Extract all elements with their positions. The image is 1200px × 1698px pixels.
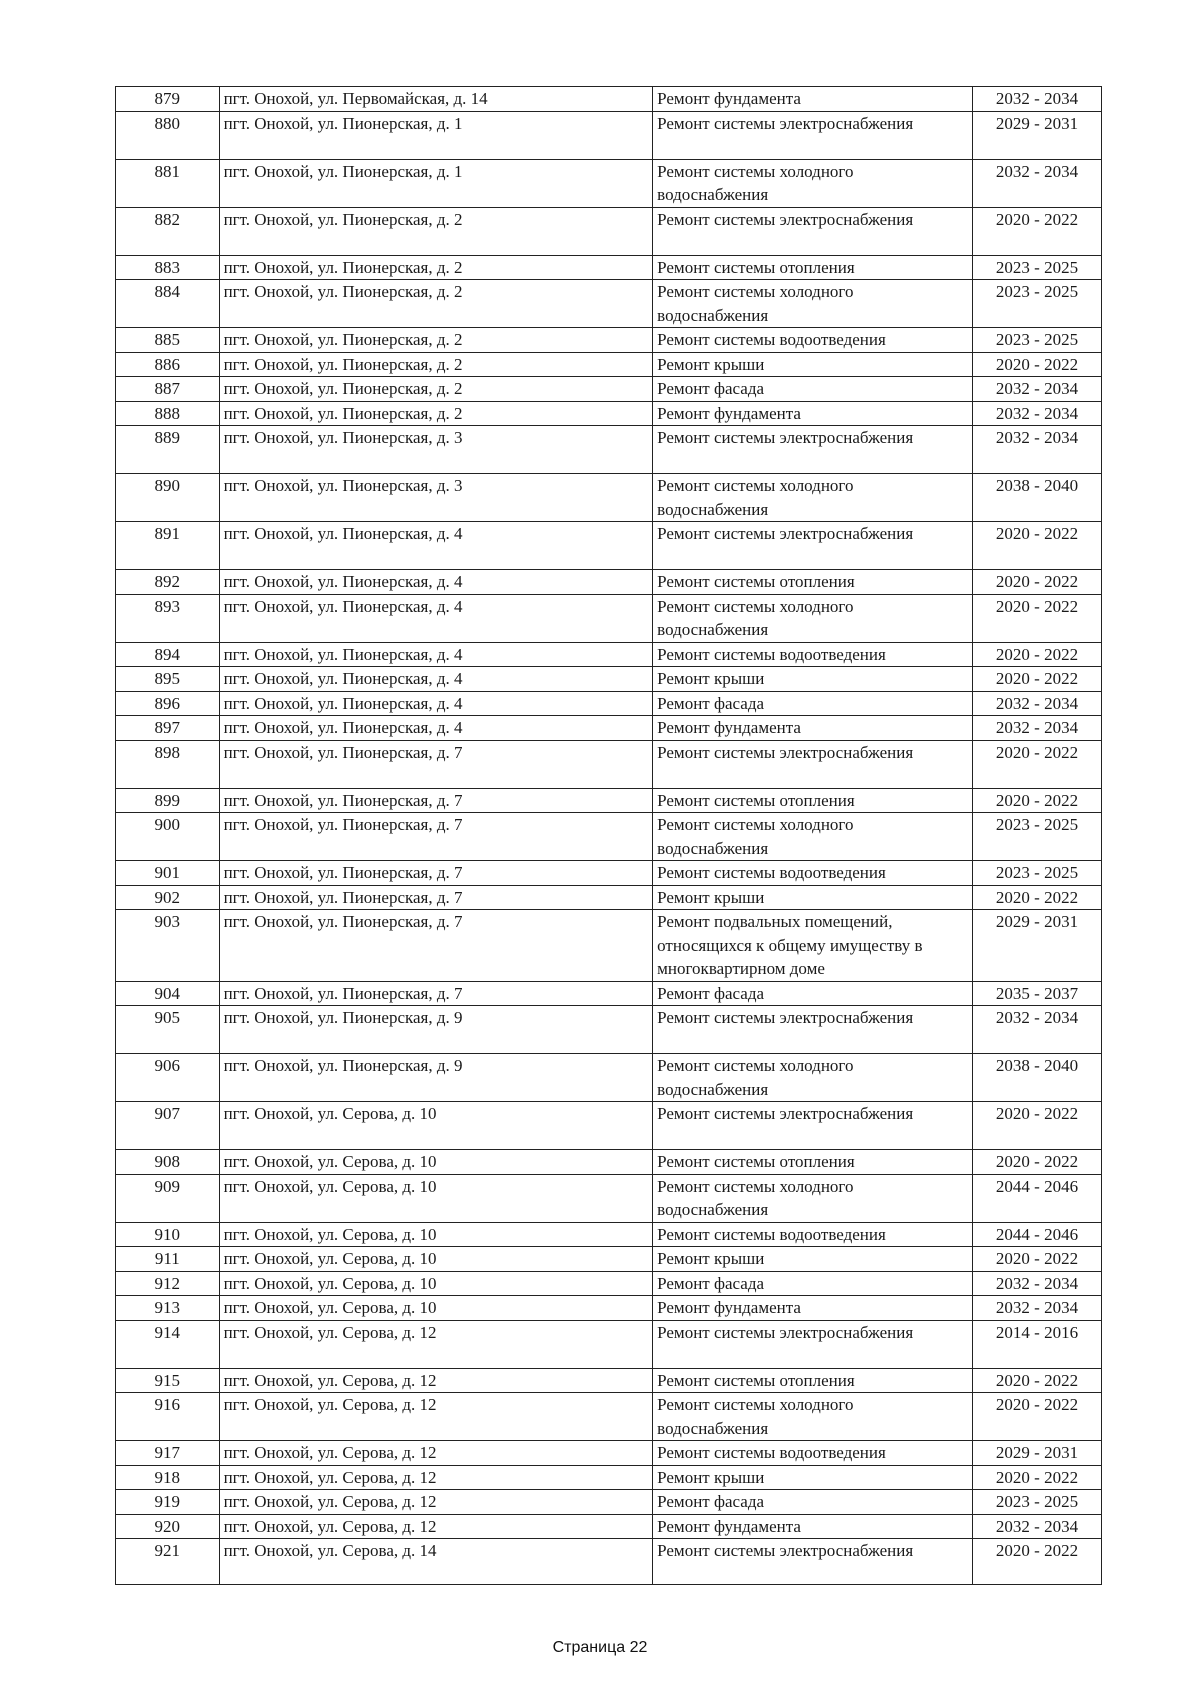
work-type-cell: Ремонт крыши [653, 1465, 973, 1490]
period-cell: 2032 - 2034 [973, 401, 1102, 426]
address-cell: пгт. Онохой, ул. Пионерская, д. 2 [219, 280, 653, 328]
work-type-cell: Ремонт системы отопления [653, 1368, 973, 1393]
address-cell: пгт. Онохой, ул. Серова, д. 12 [219, 1368, 653, 1393]
address-cell: пгт. Онохой, ул. Пионерская, д. 7 [219, 981, 653, 1006]
period-cell: 2023 - 2025 [973, 280, 1102, 328]
work-type-cell: Ремонт крыши [653, 885, 973, 910]
table-row [116, 1539, 1102, 1585]
table-row [116, 474, 1102, 522]
address-cell: пгт. Онохой, ул. Серова, д. 10 [219, 1296, 653, 1321]
row-number-cell: 898 [116, 740, 220, 788]
period-cell: 2044 - 2046 [973, 1174, 1102, 1222]
row-number-cell: 919 [116, 1490, 220, 1515]
work-type-cell: Ремонт системы водоотведения [653, 1441, 973, 1466]
table-row [116, 377, 1102, 402]
row-number-cell: 899 [116, 788, 220, 813]
work-type-cell: Ремонт системы холодного водоснабжения [653, 1054, 973, 1102]
row-number-cell: 917 [116, 1441, 220, 1466]
address-cell: пгт. Онохой, ул. Серова, д. 10 [219, 1247, 653, 1272]
work-type-cell: Ремонт системы электроснабжения [653, 1320, 973, 1368]
table-row [116, 1296, 1102, 1321]
period-cell: 2020 - 2022 [973, 570, 1102, 595]
row-number-cell: 901 [116, 861, 220, 886]
work-type-cell: Ремонт системы электроснабжения [653, 522, 973, 570]
table-row [116, 740, 1102, 788]
work-type-cell: Ремонт фасада [653, 691, 973, 716]
work-type-cell: Ремонт системы водоотведения [653, 328, 973, 353]
address-cell: пгт. Онохой, ул. Серова, д. 12 [219, 1465, 653, 1490]
period-cell: 2020 - 2022 [973, 1150, 1102, 1175]
work-type-cell: Ремонт системы электроснабжения [653, 207, 973, 255]
table-row [116, 642, 1102, 667]
row-number-cell: 895 [116, 667, 220, 692]
work-type-cell: Ремонт крыши [653, 352, 973, 377]
address-cell: пгт. Онохой, ул. Пионерская, д. 7 [219, 861, 653, 886]
period-cell: 2032 - 2034 [973, 426, 1102, 474]
table-row [116, 1150, 1102, 1175]
period-cell: 2023 - 2025 [973, 1490, 1102, 1515]
period-cell: 2035 - 2037 [973, 981, 1102, 1006]
period-cell: 2020 - 2022 [973, 1247, 1102, 1272]
row-number-cell: 887 [116, 377, 220, 402]
work-type-cell: Ремонт системы электроснабжения [653, 426, 973, 474]
address-cell: пгт. Онохой, ул. Серова, д. 10 [219, 1174, 653, 1222]
work-type-cell: Ремонт фасада [653, 1490, 973, 1515]
address-cell: пгт. Онохой, ул. Серова, д. 12 [219, 1514, 653, 1539]
address-cell: пгт. Онохой, ул. Серова, д. 14 [219, 1539, 653, 1585]
address-cell: пгт. Онохой, ул. Пионерская, д. 9 [219, 1054, 653, 1102]
table-row [116, 885, 1102, 910]
work-type-cell: Ремонт фундамента [653, 716, 973, 741]
work-type-cell: Ремонт системы отопления [653, 1150, 973, 1175]
page-number: Страница 22 [552, 1639, 648, 1656]
row-number-cell: 906 [116, 1054, 220, 1102]
period-cell: 2020 - 2022 [973, 788, 1102, 813]
row-number-cell: 920 [116, 1514, 220, 1539]
work-type-cell: Ремонт системы холодного водоснабжения [653, 474, 973, 522]
table-row [116, 1320, 1102, 1368]
period-cell: 2032 - 2034 [973, 377, 1102, 402]
row-number-cell: 907 [116, 1102, 220, 1150]
row-number-cell: 909 [116, 1174, 220, 1222]
period-cell: 2032 - 2034 [973, 716, 1102, 741]
work-type-cell: Ремонт системы отопления [653, 255, 973, 280]
row-number-cell: 893 [116, 594, 220, 642]
row-number-cell: 896 [116, 691, 220, 716]
period-cell: 2020 - 2022 [973, 594, 1102, 642]
address-cell: пгт. Онохой, ул. Пионерская, д. 2 [219, 328, 653, 353]
period-cell: 2020 - 2022 [973, 522, 1102, 570]
table-row [116, 1465, 1102, 1490]
work-type-cell: Ремонт системы холодного водоснабжения [653, 813, 973, 861]
work-type-cell: Ремонт системы электроснабжения [653, 1539, 973, 1585]
period-cell: 2020 - 2022 [973, 1393, 1102, 1441]
table-row [116, 401, 1102, 426]
period-cell: 2032 - 2034 [973, 1514, 1102, 1539]
period-cell: 2023 - 2025 [973, 813, 1102, 861]
period-cell: 2044 - 2046 [973, 1222, 1102, 1247]
address-cell: пгт. Онохой, ул. Пионерская, д. 7 [219, 788, 653, 813]
table-row [116, 1514, 1102, 1539]
address-cell: пгт. Онохой, ул. Серова, д. 12 [219, 1490, 653, 1515]
address-cell: пгт. Онохой, ул. Пионерская, д. 3 [219, 426, 653, 474]
row-number-cell: 894 [116, 642, 220, 667]
work-type-cell: Ремонт системы электроснабжения [653, 1102, 973, 1150]
table-row [116, 1174, 1102, 1222]
work-type-cell: Ремонт фундамента [653, 1514, 973, 1539]
table-row [116, 981, 1102, 1006]
table-row [116, 570, 1102, 595]
address-cell: пгт. Онохой, ул. Пионерская, д. 4 [219, 522, 653, 570]
table-row [116, 159, 1102, 207]
work-type-cell: Ремонт системы электроснабжения [653, 740, 973, 788]
period-cell: 2020 - 2022 [973, 885, 1102, 910]
address-cell: пгт. Онохой, ул. Серова, д. 10 [219, 1222, 653, 1247]
address-cell: пгт. Онохой, ул. Пионерская, д. 9 [219, 1006, 653, 1054]
table-row [116, 111, 1102, 159]
table-row [116, 1054, 1102, 1102]
work-type-cell: Ремонт системы водоотведения [653, 642, 973, 667]
address-cell: пгт. Онохой, ул. Пионерская, д. 2 [219, 401, 653, 426]
table-row [116, 280, 1102, 328]
period-cell: 2029 - 2031 [973, 111, 1102, 159]
address-cell: пгт. Онохой, ул. Серова, д. 12 [219, 1441, 653, 1466]
row-number-cell: 880 [116, 111, 220, 159]
table-row [116, 1102, 1102, 1150]
row-number-cell: 884 [116, 280, 220, 328]
table-row [116, 861, 1102, 886]
row-number-cell: 908 [116, 1150, 220, 1175]
table-row [116, 1271, 1102, 1296]
period-cell: 2029 - 2031 [973, 1441, 1102, 1466]
period-cell: 2023 - 2025 [973, 255, 1102, 280]
table-row [116, 1006, 1102, 1054]
work-type-cell: Ремонт системы водоотведения [653, 1222, 973, 1247]
period-cell: 2032 - 2034 [973, 1296, 1102, 1321]
table-row [116, 1368, 1102, 1393]
address-cell: пгт. Онохой, ул. Пионерская, д. 4 [219, 667, 653, 692]
table-row [116, 788, 1102, 813]
work-type-cell: Ремонт фундамента [653, 401, 973, 426]
row-number-cell: 905 [116, 1006, 220, 1054]
repair-schedule-table [115, 86, 1102, 1585]
period-cell: 2032 - 2034 [973, 159, 1102, 207]
table-row [116, 716, 1102, 741]
row-number-cell: 900 [116, 813, 220, 861]
row-number-cell: 889 [116, 426, 220, 474]
period-cell: 2020 - 2022 [973, 667, 1102, 692]
table-row [116, 522, 1102, 570]
period-cell: 2032 - 2034 [973, 87, 1102, 112]
work-type-cell: Ремонт системы холодного водоснабжения [653, 594, 973, 642]
period-cell: 2020 - 2022 [973, 207, 1102, 255]
address-cell: пгт. Онохой, ул. Пионерская, д. 4 [219, 716, 653, 741]
work-type-cell: Ремонт фасада [653, 377, 973, 402]
table-row [116, 691, 1102, 716]
table-row [116, 910, 1102, 982]
work-type-cell: Ремонт системы отопления [653, 788, 973, 813]
row-number-cell: 892 [116, 570, 220, 595]
address-cell: пгт. Онохой, ул. Пионерская, д. 1 [219, 111, 653, 159]
table-row [116, 255, 1102, 280]
address-cell: пгт. Онохой, ул. Пионерская, д. 4 [219, 642, 653, 667]
table-row [116, 426, 1102, 474]
table-row [116, 1222, 1102, 1247]
row-number-cell: 916 [116, 1393, 220, 1441]
table-row [116, 87, 1102, 112]
period-cell: 2020 - 2022 [973, 740, 1102, 788]
row-number-cell: 914 [116, 1320, 220, 1368]
work-type-cell: Ремонт системы холодного водоснабжения [653, 1174, 973, 1222]
table-row [116, 352, 1102, 377]
work-type-cell: Ремонт системы электроснабжения [653, 111, 973, 159]
address-cell: пгт. Онохой, ул. Пионерская, д. 7 [219, 885, 653, 910]
address-cell: пгт. Онохой, ул. Пионерская, д. 2 [219, 207, 653, 255]
address-cell: пгт. Онохой, ул. Пионерская, д. 3 [219, 474, 653, 522]
work-type-cell: Ремонт крыши [653, 667, 973, 692]
work-type-cell: Ремонт фасада [653, 1271, 973, 1296]
table-row [116, 207, 1102, 255]
row-number-cell: 911 [116, 1247, 220, 1272]
row-number-cell: 891 [116, 522, 220, 570]
address-cell: пгт. Онохой, ул. Серова, д. 10 [219, 1102, 653, 1150]
table-body [116, 87, 1102, 1585]
row-number-cell: 885 [116, 328, 220, 353]
row-number-cell: 912 [116, 1271, 220, 1296]
address-cell: пгт. Онохой, ул. Серова, д. 10 [219, 1271, 653, 1296]
work-type-cell: Ремонт фасада [653, 981, 973, 1006]
work-type-cell: Ремонт подвальных помещений, относящихся к общему имуществу в многоквартирном доме [653, 910, 973, 982]
period-cell: 2032 - 2034 [973, 1271, 1102, 1296]
row-number-cell: 879 [116, 87, 220, 112]
table-row [116, 594, 1102, 642]
period-cell: 2020 - 2022 [973, 1102, 1102, 1150]
work-type-cell: Ремонт системы холодного водоснабжения [653, 1393, 973, 1441]
period-cell: 2020 - 2022 [973, 1465, 1102, 1490]
address-cell: пгт. Онохой, ул. Пионерская, д. 2 [219, 352, 653, 377]
table-row [116, 1490, 1102, 1515]
work-type-cell: Ремонт системы отопления [653, 570, 973, 595]
period-cell: 2020 - 2022 [973, 1539, 1102, 1585]
table-row [116, 1441, 1102, 1466]
work-type-cell: Ремонт системы холодного водоснабжения [653, 159, 973, 207]
address-cell: пгт. Онохой, ул. Пионерская, д. 2 [219, 255, 653, 280]
work-type-cell: Ремонт системы электроснабжения [653, 1006, 973, 1054]
row-number-cell: 904 [116, 981, 220, 1006]
row-number-cell: 915 [116, 1368, 220, 1393]
table-row [116, 1393, 1102, 1441]
row-number-cell: 913 [116, 1296, 220, 1321]
table-row [116, 667, 1102, 692]
period-cell: 2032 - 2034 [973, 691, 1102, 716]
row-number-cell: 918 [116, 1465, 220, 1490]
period-cell: 2020 - 2022 [973, 642, 1102, 667]
address-cell: пгт. Онохой, ул. Серова, д. 10 [219, 1150, 653, 1175]
address-cell: пгт. Онохой, ул. Пионерская, д. 7 [219, 740, 653, 788]
row-number-cell: 882 [116, 207, 220, 255]
address-cell: пгт. Онохой, ул. Пионерская, д. 4 [219, 691, 653, 716]
period-cell: 2023 - 2025 [973, 861, 1102, 886]
address-cell: пгт. Онохой, ул. Пионерская, д. 7 [219, 813, 653, 861]
row-number-cell: 888 [116, 401, 220, 426]
table-row [116, 328, 1102, 353]
work-type-cell: Ремонт системы холодного водоснабжения [653, 280, 973, 328]
period-cell: 2023 - 2025 [973, 328, 1102, 353]
address-cell: пгт. Онохой, ул. Пионерская, д. 1 [219, 159, 653, 207]
row-number-cell: 921 [116, 1539, 220, 1585]
address-cell: пгт. Онохой, ул. Пионерская, д. 2 [219, 377, 653, 402]
row-number-cell: 890 [116, 474, 220, 522]
period-cell: 2038 - 2040 [973, 1054, 1102, 1102]
work-type-cell: Ремонт фундамента [653, 1296, 973, 1321]
table-row [116, 1247, 1102, 1272]
work-type-cell: Ремонт системы водоотведения [653, 861, 973, 886]
row-number-cell: 903 [116, 910, 220, 982]
address-cell: пгт. Онохой, ул. Серова, д. 12 [219, 1393, 653, 1441]
work-type-cell: Ремонт фундамента [653, 87, 973, 112]
address-cell: пгт. Онохой, ул. Пионерская, д. 7 [219, 910, 653, 982]
address-cell: пгт. Онохой, ул. Первомайская, д. 14 [219, 87, 653, 112]
address-cell: пгт. Онохой, ул. Пионерская, д. 4 [219, 570, 653, 595]
row-number-cell: 897 [116, 716, 220, 741]
row-number-cell: 902 [116, 885, 220, 910]
address-cell: пгт. Онохой, ул. Пионерская, д. 4 [219, 594, 653, 642]
row-number-cell: 883 [116, 255, 220, 280]
address-cell: пгт. Онохой, ул. Серова, д. 12 [219, 1320, 653, 1368]
table-row [116, 813, 1102, 861]
period-cell: 2029 - 2031 [973, 910, 1102, 982]
work-type-cell: Ремонт крыши [653, 1247, 973, 1272]
period-cell: 2020 - 2022 [973, 352, 1102, 377]
row-number-cell: 881 [116, 159, 220, 207]
period-cell: 2032 - 2034 [973, 1006, 1102, 1054]
period-cell: 2020 - 2022 [973, 1368, 1102, 1393]
period-cell: 2014 - 2016 [973, 1320, 1102, 1368]
row-number-cell: 886 [116, 352, 220, 377]
period-cell: 2038 - 2040 [973, 474, 1102, 522]
row-number-cell: 910 [116, 1222, 220, 1247]
